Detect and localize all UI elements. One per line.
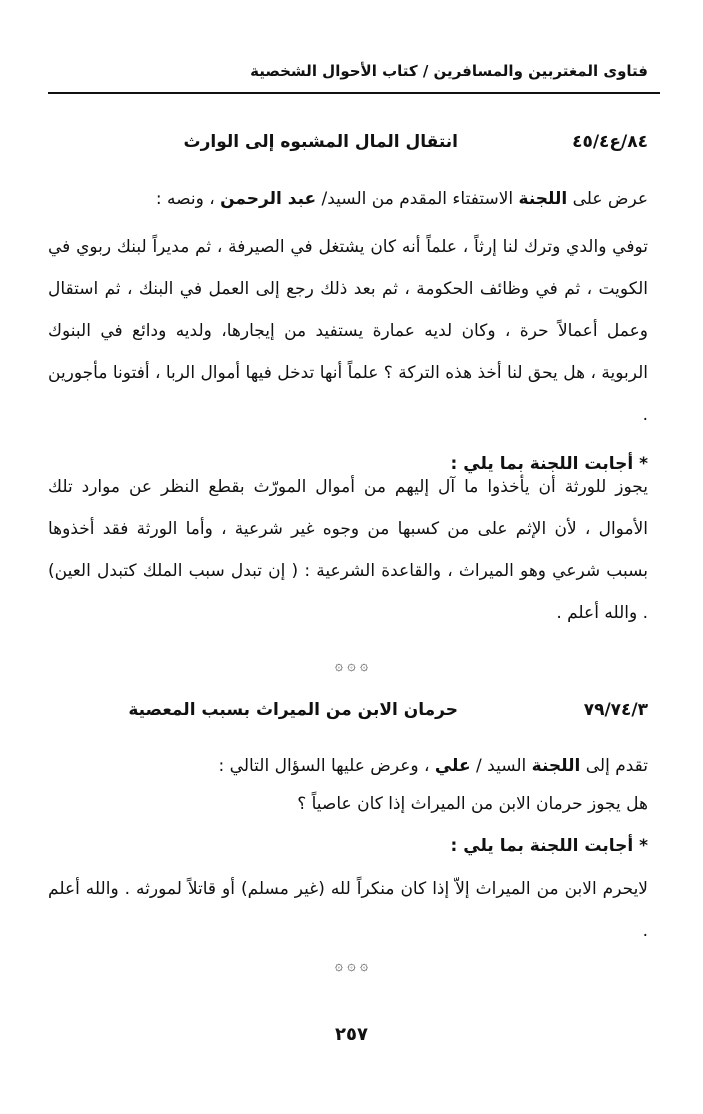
fatwa-2-title: حرمان الابن من الميراث بسبب المعصية (128, 700, 458, 720)
intro-text: ، وعرض عليها السؤال التالي : (218, 756, 435, 776)
fatwa-1-heading (48, 132, 648, 162)
fatwa-1-number: ٨٤/ع٤٥/٤ (572, 132, 648, 152)
intro-text: الاستفتاء المقدم من السيد/ (316, 189, 519, 209)
petitioner-name: علي (434, 756, 471, 776)
fatwa-1-question (48, 226, 648, 436)
committee-name: اللجنة (518, 189, 568, 209)
petitioner-name: عبد الرحمن (220, 189, 317, 209)
fatwa-2-intro (48, 745, 648, 787)
fatwa-1-intro (48, 178, 648, 220)
section-separator: ۞ ۞ ۞ (334, 658, 369, 674)
intro-text: ، ونصه : (155, 189, 221, 209)
fatwa-1-answer (48, 462, 648, 634)
answer-text: يجوز للورثة أن يأخذوا ما آل إليهم من أموال المورّث بقطع النظر عن موارد تلك الأموال ، لأن الإثم على من كسبها من وجوه غير شرعية ، وأما الورثة فقد أخذوها بسبب شرعي وهو الميراث ، والقاعدة الشرعية : ( إن تبدل سبب الملك كتبدل العين) . والله أعلم . (48, 477, 648, 623)
committee-name: اللجنة (531, 756, 581, 776)
question-text: توفي والدي وترك لنا إرثاً ، علماً أنه كان يشتغل في الصيرفة ، ثم مديراً لبنك ربوي في الكويت ، ثم في وظائف الحكومة ، ثم بعد ذلك رجع إلى العمل في البنك ، ثم استقال وعمل أعمالاً حرة ، وكان لديه عمارة يستفيد من إيجارها، ولديه ودائع في البنوك الربوية ، هل يحق لنا أخذ هذه التركة ؟ علماً أنها تدخل فيها أموال الربا ، أفتونا مأجورين . (48, 237, 648, 425)
intro-text: تقدم إلى (580, 756, 648, 776)
fatwa-2-question (48, 783, 648, 825)
intro-text: السيد / (470, 756, 532, 776)
intro-text: عرض على (567, 189, 648, 209)
fatwa-2-answer (48, 868, 648, 952)
fatwa-2-heading (48, 700, 648, 730)
header-divider (48, 92, 660, 94)
fatwa-1-title: انتقال المال المشبوه إلى الوارث (183, 132, 458, 152)
section-separator: ۞ ۞ ۞ (334, 958, 369, 974)
running-header: فتاوى المغتربين والمسافرين / كتاب الأحوال الشخصية (250, 62, 648, 80)
page-number: ٢٥٧ (335, 1024, 368, 1045)
answer-text: لايحرم الابن من الميراث إلاّ إذا كان منكراً لله (غير مسلم) أو قاتلاً لمورثه . والله أعلم . (48, 879, 648, 941)
fatwa-1-answer-heading: * أجابت اللجنة بما يلي : (450, 454, 648, 474)
fatwa-2-answer-heading: * أجابت اللجنة بما يلي : (450, 836, 648, 856)
fatwa-2-number: ٧٩/٧٤/٣ (583, 700, 648, 720)
question-text: هل يجوز حرمان الابن من الميراث إذا كان عاصياً ؟ (297, 794, 648, 814)
